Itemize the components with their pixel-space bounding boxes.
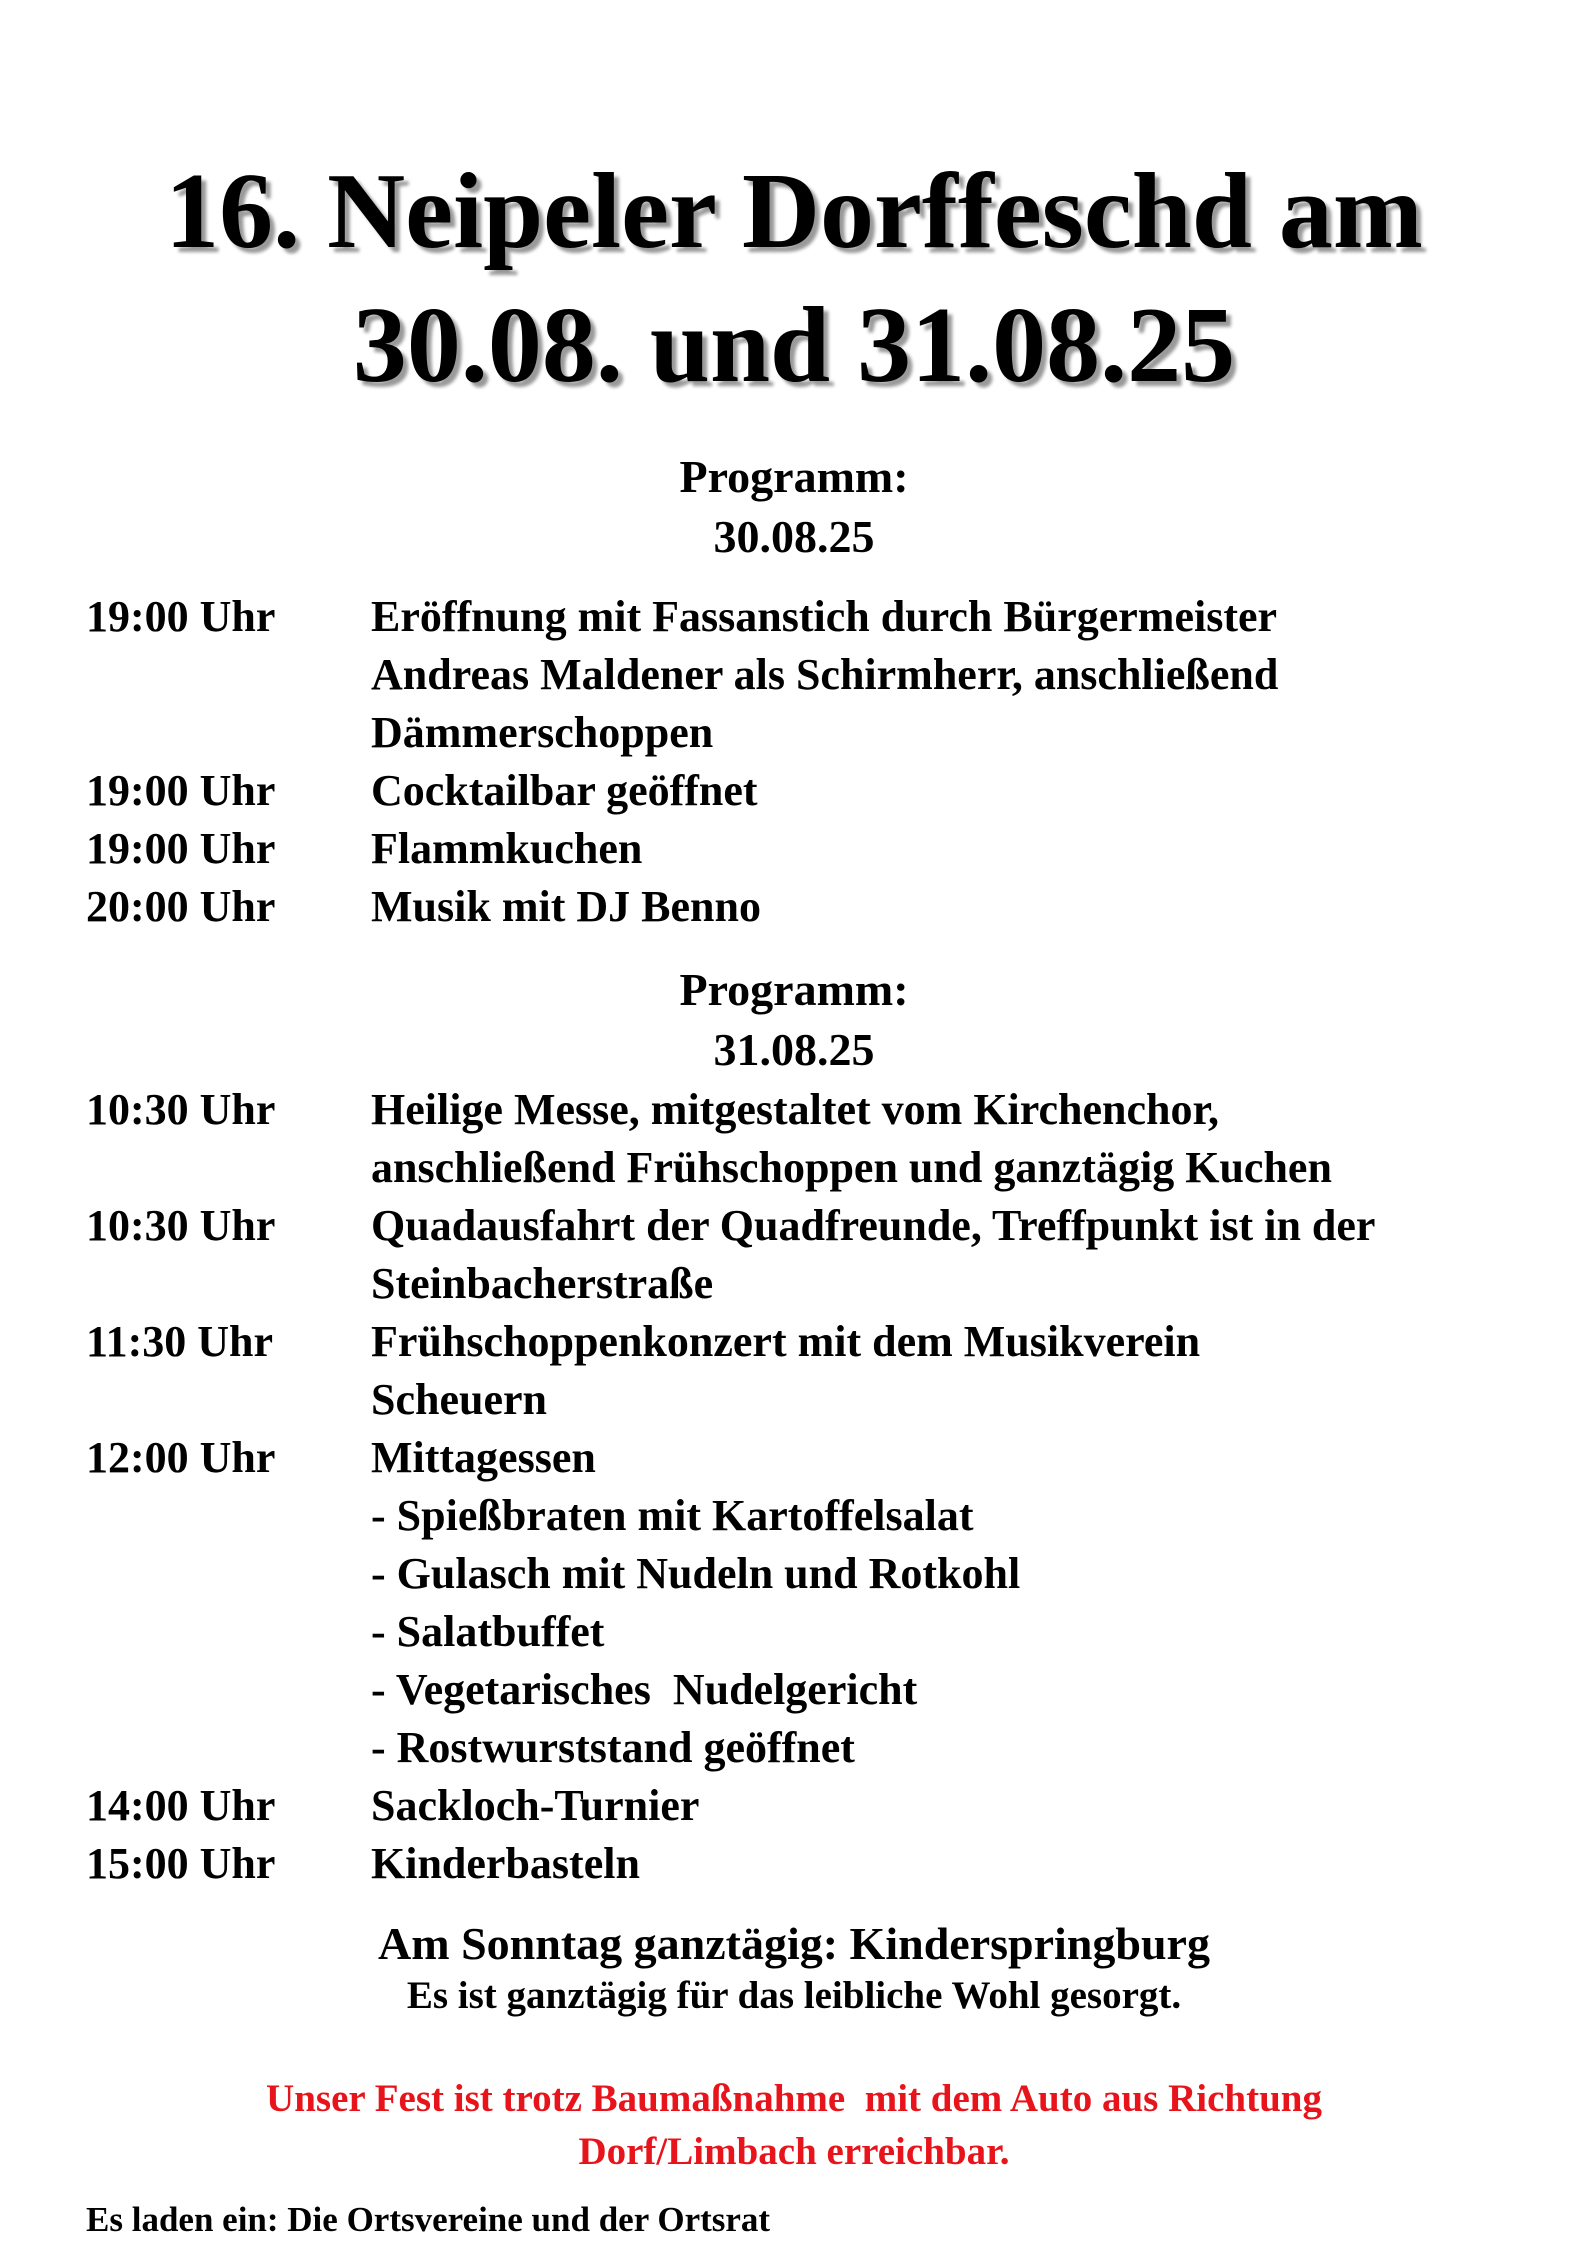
schedule-time: 20:00 Uhr [86,882,276,931]
schedule-line: Musik mit DJ Benno [371,882,761,931]
schedule-description [371,1429,1566,1777]
access-notice-line-1: Unser Fest ist trotz Baumaßnahme mit dem Auto aus Richtung [266,2077,1322,2120]
schedule-description [371,878,1566,936]
schedule-time: 11:30 Uhr [86,1317,273,1366]
schedule-line: Steinbacherstraße [371,1259,714,1308]
schedule-line: Mittagessen [371,1433,596,1482]
schedule-row [86,1197,1566,1313]
schedule-time: 19:00 Uhr [86,766,276,815]
schedule-time: 14:00 Uhr [86,1781,276,1830]
poster-title-line-1: 16. Neipeler Dorffeschd am [165,152,1423,271]
schedule-row [86,588,1566,762]
schedule-line: anschließend Frühschoppen und ganztägig Kuchen [371,1143,1332,1192]
schedule-line: Sackloch-Turnier [371,1781,700,1830]
schedule-row [86,1429,1566,1777]
schedule-description [371,762,1566,820]
day1-heading: Programm: [679,451,909,502]
schedule-line: Heilige Messe, mitgestaltet vom Kirchenchor, [371,1085,1220,1134]
day1-schedule [86,588,1566,936]
access-notice-line-2: Dorf/Limbach erreichbar. [578,2130,1010,2173]
schedule-time: 10:30 Uhr [86,1085,276,1134]
schedule-description [371,1777,1566,1835]
schedule-time: 19:00 Uhr [86,824,276,873]
schedule-row [86,1313,1566,1429]
day2-schedule [86,1081,1566,1893]
schedule-description [371,1313,1566,1429]
schedule-description [371,820,1566,878]
schedule-row [86,820,1566,878]
schedule-line: Scheuern [371,1375,547,1424]
sunday-note: Am Sonntag ganztägig: Kinderspringburg [378,1918,1210,1969]
day2-heading: Programm: [679,964,909,1015]
menu-item: - Salatbuffet [371,1607,605,1656]
schedule-line: Flammkuchen [371,824,643,873]
poster-title-line-2: 30.08. und 31.08.25 [352,286,1236,405]
menu-item: - Vegetarisches Nudelgericht [371,1665,918,1714]
schedule-time: 10:30 Uhr [86,1201,276,1250]
schedule-description [371,1835,1566,1893]
schedule-description [371,1081,1566,1197]
schedule-line: Frühschoppenkonzert mit dem Musikverein [371,1317,1201,1366]
schedule-time: 19:00 Uhr [86,592,276,641]
day2-date: 31.08.25 [713,1024,875,1075]
menu-item: - Spießbraten mit Kartoffelsalat [371,1491,974,1540]
schedule-row [86,762,1566,820]
day1-date: 30.08.25 [713,511,875,562]
schedule-line: Dämmerschoppen [371,708,714,757]
hosts-footer: Es laden ein: Die Ortsvereine und der Ortsrat [86,2200,771,2239]
schedule-time: 15:00 Uhr [86,1839,276,1888]
menu-item: - Rostwurststand geöffnet [371,1723,855,1772]
schedule-row [86,1081,1566,1197]
food-note: Es ist ganztägig für das leibliche Wohl gesorgt. [406,1974,1182,2017]
schedule-row [86,1777,1566,1835]
schedule-line: Cocktailbar geöffnet [371,766,758,815]
schedule-row [86,878,1566,936]
menu-item: - Gulasch mit Nudeln und Rotkohl [371,1549,1021,1598]
schedule-line: Quadausfahrt der Quadfreunde, Treffpunkt ist in der [371,1201,1376,1250]
schedule-description [371,1197,1566,1313]
schedule-description [371,588,1566,762]
schedule-line: Kinderbasteln [371,1839,640,1888]
schedule-line: Andreas Maldener als Schirmherr, anschließend [371,650,1279,699]
schedule-line: Eröffnung mit Fassanstich durch Bürgermeister [371,592,1278,641]
schedule-time: 12:00 Uhr [86,1433,276,1482]
schedule-row [86,1835,1566,1893]
